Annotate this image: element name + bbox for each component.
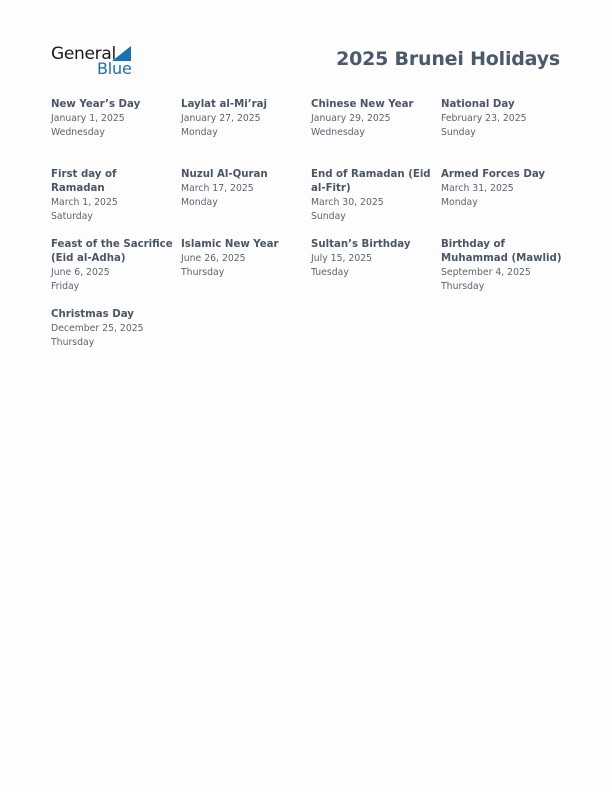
holiday-item	[311, 98, 441, 168]
holiday-weekday: Monday	[441, 197, 478, 208]
holiday-item	[441, 98, 571, 168]
holiday-weekday: Thursday	[51, 337, 95, 348]
holiday-date: March 31, 2025	[441, 183, 514, 194]
logo-word-general: General	[51, 44, 116, 64]
holiday-name: End of Ramadan (Eid al-Fitr)	[311, 169, 431, 194]
holiday-name: Nuzul Al-Quran	[181, 169, 268, 180]
holiday-name: National Day	[441, 99, 515, 110]
holiday-date: December 25, 2025	[51, 323, 144, 334]
holiday-date: March 17, 2025	[181, 183, 254, 194]
holiday-name: First day of Ramadan	[51, 169, 117, 194]
holiday-name: Laylat al-Mi’raj	[181, 99, 267, 110]
holiday-name: Chinese New Year	[311, 99, 414, 110]
holiday-item	[51, 168, 181, 238]
holiday-date: January 27, 2025	[181, 113, 261, 124]
holiday-weekday: Monday	[181, 127, 218, 138]
holiday-weekday: Thursday	[441, 281, 485, 292]
holiday-name: Birthday of Muhammad (Mawlid)	[441, 239, 562, 264]
holiday-weekday: Wednesday	[51, 127, 105, 138]
holiday-item	[181, 168, 311, 238]
holiday-date: September 4, 2025	[441, 267, 531, 278]
holiday-name: Feast of the Sacrifice (Eid al-Adha)	[51, 239, 173, 264]
holiday-weekday: Saturday	[51, 211, 93, 222]
holiday-date: June 6, 2025	[51, 267, 110, 278]
holiday-name: Armed Forces Day	[441, 169, 546, 180]
holiday-item	[311, 168, 441, 238]
holiday-list	[51, 98, 571, 378]
logo-word-blue: Blue	[97, 59, 132, 78]
holiday-weekday: Sunday	[311, 211, 346, 222]
holiday-name: New Year’s Day	[51, 99, 141, 110]
holiday-item	[181, 238, 311, 308]
holiday-weekday: Sunday	[441, 127, 476, 138]
holiday-item	[51, 238, 181, 308]
holiday-weekday: Tuesday	[311, 267, 349, 278]
holiday-date: January 1, 2025	[51, 113, 125, 124]
holiday-name: Islamic New Year	[181, 239, 279, 250]
holiday-name: Sultan’s Birthday	[311, 239, 411, 250]
holiday-name: Christmas Day	[51, 309, 134, 320]
holiday-item	[51, 308, 181, 378]
holiday-weekday: Friday	[51, 281, 80, 292]
page-title: 2025 Brunei Holidays	[336, 48, 560, 70]
holiday-date: July 15, 2025	[311, 253, 373, 264]
holiday-date: June 26, 2025	[181, 253, 246, 264]
holiday-date: March 30, 2025	[311, 197, 384, 208]
holiday-weekday: Thursday	[181, 267, 225, 278]
holiday-date: January 29, 2025	[311, 113, 391, 124]
generalblue-logo	[51, 44, 133, 78]
holiday-weekday: Monday	[181, 197, 218, 208]
holiday-item	[181, 98, 311, 168]
holiday-item	[311, 238, 441, 308]
holiday-date: February 23, 2025	[441, 113, 527, 124]
holiday-item	[441, 238, 571, 308]
holiday-item	[51, 98, 181, 168]
holiday-item	[441, 168, 571, 238]
holiday-date: March 1, 2025	[51, 197, 118, 208]
holiday-weekday: Wednesday	[311, 127, 365, 138]
